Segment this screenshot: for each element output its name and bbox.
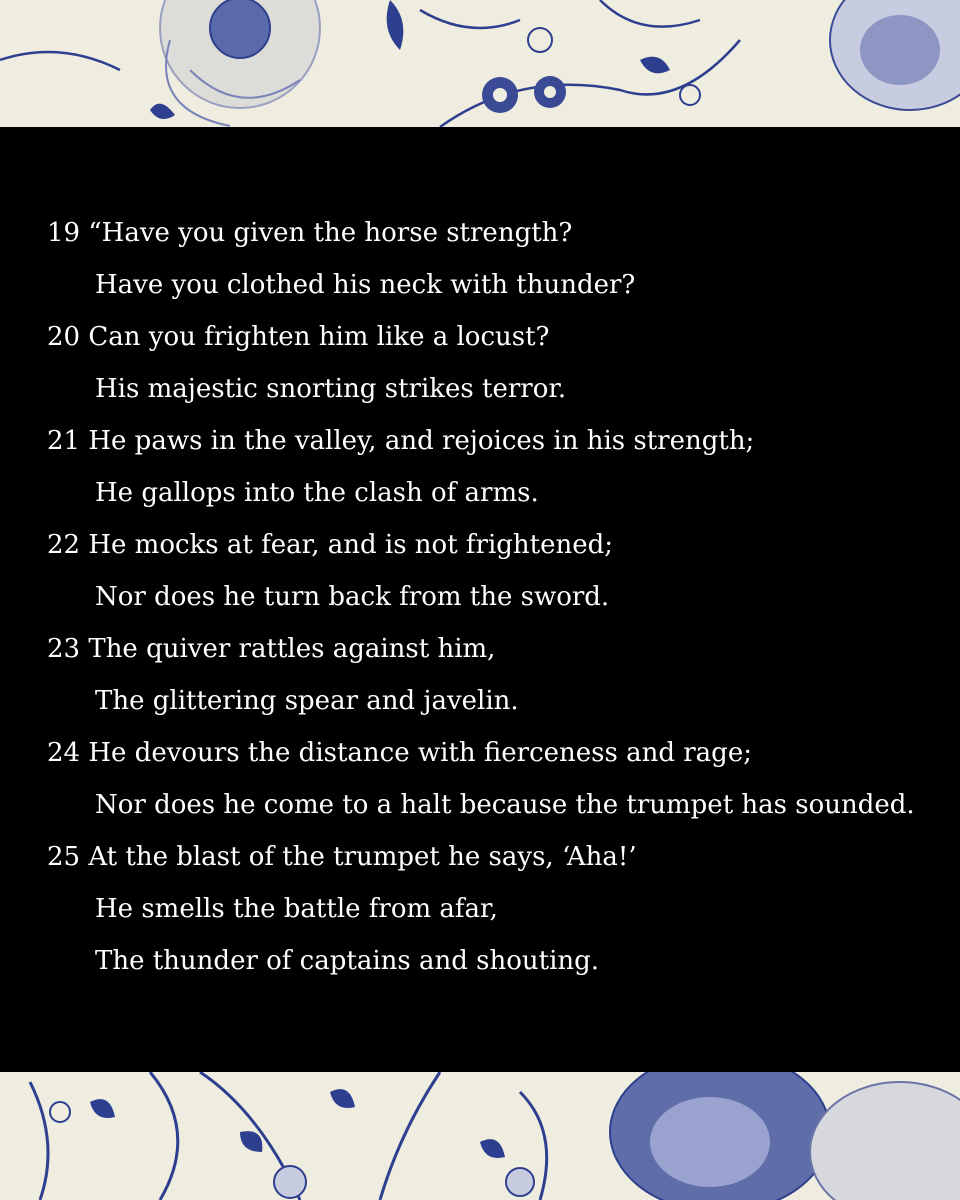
floral-illustration-top [0,0,960,127]
passage-line-verse: 24 He devours the distance with fierceness and rage; [47,738,752,768]
passage-line-continuation: The thunder of captains and shouting. [95,946,600,976]
floral-border-top [0,0,960,127]
passage-line-continuation: His majestic snorting strikes terror. [95,374,567,404]
passage-line-continuation: Nor does he come to a halt because the trumpet has sounded. [95,790,915,820]
passage-line-verse: 23 The quiver rattles against him, [47,634,496,664]
floral-border-bottom [0,1072,960,1200]
passage-line-continuation: He gallops into the clash of arms. [95,478,539,508]
flower-icon [610,1072,960,1200]
passage-line-continuation: Have you clothed his neck with thunder? [95,270,636,300]
floral-illustration-bottom [0,1072,960,1200]
passage-line-verse: 20 Can you frighten him like a locust? [47,322,550,352]
passage-line-continuation: He smells the battle from afar, [95,894,498,924]
passage-line-verse: 19 “Have you given the horse strength? [47,218,573,248]
passage-panel [0,127,960,1072]
passage-line-continuation: Nor does he turn back from the sword. [95,582,610,612]
passage-line-verse: 22 He mocks at fear, and is not frightened; [47,530,614,560]
passage-lines [47,213,947,993]
passage-line-continuation: The glittering spear and javelin. [95,686,519,716]
passage-line-verse: 21 He paws in the valley, and rejoices in his strength; [47,426,755,456]
passage-line-verse: 25 At the blast of the trumpet he says, ‘Aha!’ [47,842,637,872]
